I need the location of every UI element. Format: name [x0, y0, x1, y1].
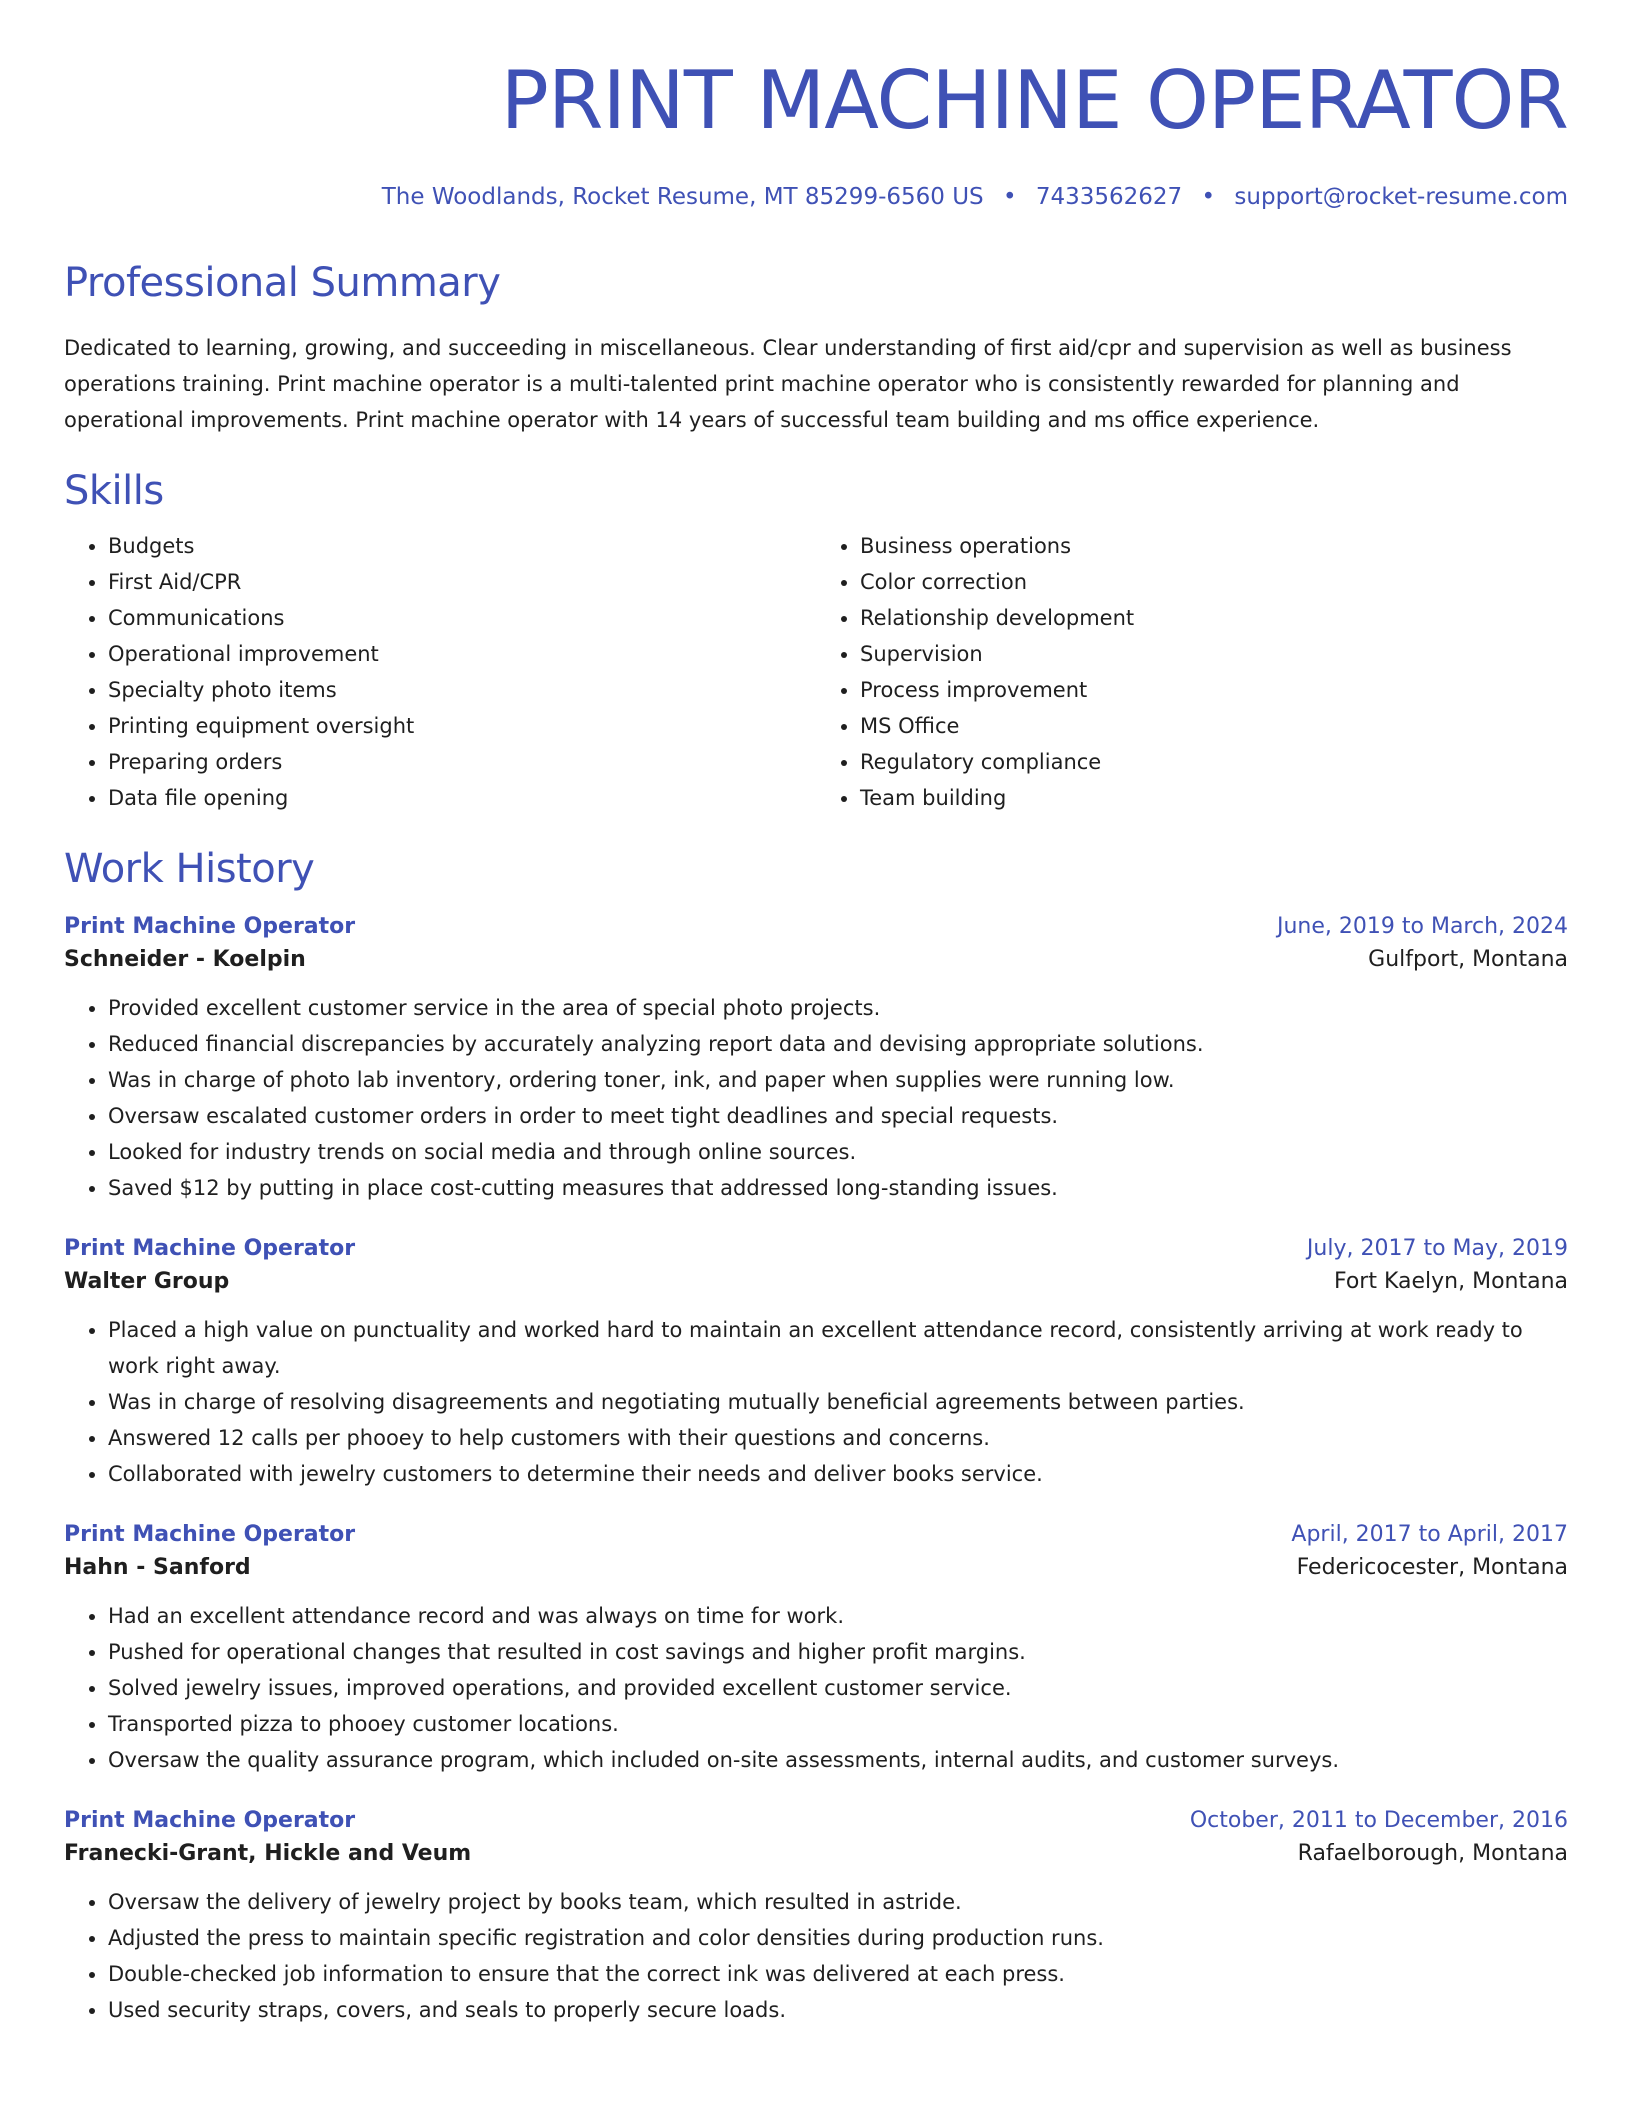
job-entry — [64, 1522, 1568, 1778]
duty-item: • Adjusted the press to maintain specific registration and color densities during production runs. — [108, 1920, 1568, 1956]
company-name: Walter Group — [64, 1269, 230, 1294]
skills-heading: Skills — [64, 468, 164, 514]
duty-item: • Was in charge of photo lab inventory, ordering toner, ink, and paper when supplies were running low. — [108, 1062, 1568, 1098]
duty-item: • Solved jewelry issues, improved operations, and provided excellent customer service. — [108, 1670, 1568, 1706]
job-dates: October, 2011 to December, 2016 — [1189, 1808, 1568, 1833]
job-dates: April, 2017 to April, 2017 — [1291, 1522, 1568, 1547]
duty-item: • Pushed for operational changes that resulted in cost savings and higher profit margins. — [108, 1634, 1568, 1670]
candidate-title: PRINT MACHINE OPERATOR — [500, 54, 1568, 147]
duty-item: • Provided excellent customer service in the area of special photo projects. — [108, 990, 1568, 1026]
address-text: The Woodlands, Rocket Resume, MT 85299-6560 US — [381, 184, 984, 210]
company-name: Schneider - Koelpin — [64, 947, 306, 972]
skill-item: • Color correction — [860, 564, 1568, 600]
skill-item: • Process improvement — [860, 672, 1568, 708]
skills-columns — [64, 528, 1568, 816]
duty-item: • Collaborated with jewelry customers to determine their needs and deliver books service. — [108, 1456, 1568, 1492]
skill-item: • First Aid/CPR — [108, 564, 816, 600]
skill-item: • MS Office — [860, 708, 1568, 744]
skill-item: • Supervision — [860, 636, 1568, 672]
job-entry — [64, 1236, 1568, 1492]
job-location: Gulfport, Montana — [1368, 947, 1568, 972]
duty-list — [64, 1312, 1568, 1492]
duty-item: • Oversaw escalated customer orders in order to meet tight deadlines and special requests. — [108, 1098, 1568, 1134]
work-history-heading: Work History — [64, 846, 315, 892]
skill-item: • Team building — [860, 780, 1568, 816]
summary-text: Dedicated to learning, growing, and succeeding in miscellaneous. Clear understanding of first aid/cpr and supervision as well as business operations training. Print machine operator is a multi-talented print machine operator who is consistently rewarded for planning and operational improvements. Print machine operator with 14 years of successful team building and ms office experience. — [64, 336, 1512, 432]
job-dates: July, 2017 to May, 2019 — [1306, 1236, 1568, 1261]
duty-item: • Oversaw the delivery of jewelry project by books team, which resulted in astride. — [108, 1884, 1568, 1920]
company-name: Hahn - Sanford — [64, 1555, 251, 1580]
duty-item: • Used security straps, covers, and seals to properly secure loads. — [108, 1992, 1568, 2028]
skill-item: • Relationship development — [860, 600, 1568, 636]
job-location: Fort Kaelyn, Montana — [1333, 1269, 1568, 1294]
duty-list — [64, 1884, 1568, 2028]
skill-item: • Data file opening — [108, 780, 816, 816]
duty-item: • Looked for industry trends on social media and through online sources. — [108, 1134, 1568, 1170]
job-title: Print Machine Operator — [64, 1236, 356, 1261]
job-title: Print Machine Operator — [64, 914, 356, 939]
skill-item: • Communications — [108, 600, 816, 636]
job-title: Print Machine Operator — [64, 1522, 356, 1547]
summary-heading: Professional Summary — [64, 260, 501, 306]
job-entry — [64, 1808, 1568, 2028]
separator-dot: • — [1201, 184, 1216, 210]
skills-section — [64, 468, 1568, 816]
job-dates: June, 2019 to March, 2024 — [1277, 914, 1568, 939]
skill-item: • Business operations — [860, 528, 1568, 564]
duty-item: • Had an excellent attendance record and was always on time for work. — [108, 1598, 1568, 1634]
email-link[interactable]: support@rocket-resume.com — [1234, 184, 1568, 210]
summary-section — [64, 260, 1568, 438]
duty-item: • Double-checked job information to ensure that the correct ink was delivered at each press. — [108, 1956, 1568, 1992]
skills-left-list — [64, 528, 816, 816]
duty-list — [64, 1598, 1568, 1778]
skills-right-list — [816, 528, 1568, 816]
duty-item: • Transported pizza to phooey customer locations. — [108, 1706, 1568, 1742]
duty-item: • Was in charge of resolving disagreements and negotiating mutually beneficial agreements between parties. — [108, 1384, 1568, 1420]
skill-item: • Budgets — [108, 528, 816, 564]
duty-item: • Reduced financial discrepancies by accurately analyzing report data and devising appropriate solutions. — [108, 1026, 1568, 1062]
duty-list — [64, 990, 1568, 1206]
contact-line — [64, 184, 1568, 210]
separator-dot: • — [1002, 184, 1017, 210]
company-name: Franecki-Grant, Hickle and Veum — [64, 1841, 472, 1866]
skill-item: • Printing equipment oversight — [108, 708, 816, 744]
duty-item: • Oversaw the quality assurance program, which included on-site assessments, internal audits, and customer surveys. — [108, 1742, 1568, 1778]
skill-item: • Specialty photo items — [108, 672, 816, 708]
job-location: Federicocester, Montana — [1296, 1555, 1568, 1580]
duty-item: • Placed a high value on punctuality and worked hard to maintain an excellent attendance record, consistently arriving at work ready to work right away. — [108, 1312, 1568, 1384]
work-history-section — [64, 846, 1568, 2028]
phone-text: 7433562627 — [1035, 184, 1183, 210]
job-entry — [64, 914, 1568, 1206]
job-title: Print Machine Operator — [64, 1808, 356, 1833]
skill-item: • Regulatory compliance — [860, 744, 1568, 780]
skill-item: • Preparing orders — [108, 744, 816, 780]
job-location: Rafaelborough, Montana — [1297, 1841, 1568, 1866]
duty-item: • Answered 12 calls per phooey to help customers with their questions and concerns. — [108, 1420, 1568, 1456]
duty-item: • Saved $12 by putting in place cost-cutting measures that addressed long-standing issues. — [108, 1170, 1568, 1206]
skill-item: • Operational improvement — [108, 636, 816, 672]
